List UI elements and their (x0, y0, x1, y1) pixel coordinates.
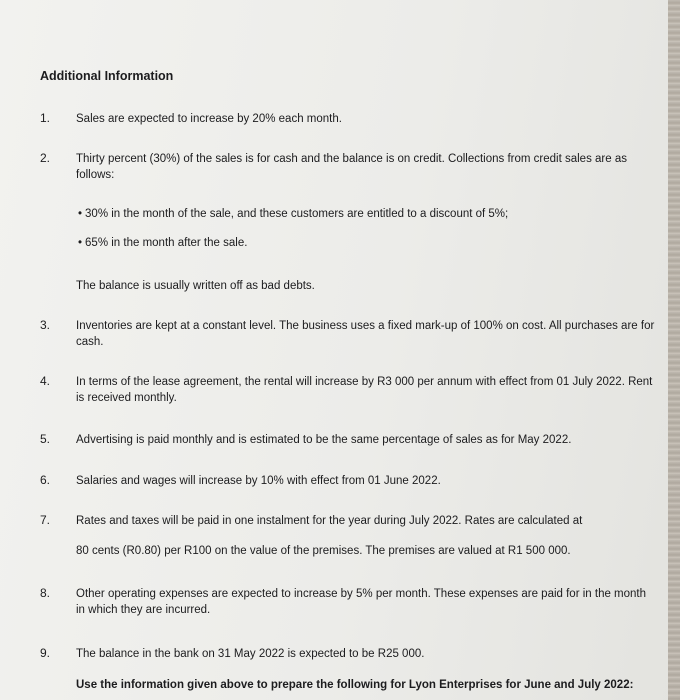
collection-bullet-1: • 30% in the month of the sale, and these customers are entitled to a discount of 5%; (78, 208, 508, 220)
item-text-7: Rates and taxes will be paid in one instalment for the year during July 2022. Rates are calculated at (76, 515, 583, 527)
item-number-7: 7. (40, 513, 51, 527)
instruction-text: Use the information given above to prepare the following for Lyon Enterprises for June and July 2022: (76, 679, 634, 691)
item-text-4: In terms of the lease agreement, the rental will increase by R3 000 per annum with effect from 01 July 2022. Rent is received monthly. (76, 376, 653, 404)
item-number-3: 3. (40, 318, 51, 332)
item-text-9: The balance in the bank on 31 May 2022 is expected to be R25 000. (76, 648, 425, 660)
item-text-3: Inventories are kept at a constant level. The business uses a fixed mark-up of 100% on cost. All purchases are for cash. (76, 320, 655, 348)
item-number-1: 1. (40, 111, 51, 125)
page-edge (668, 0, 680, 700)
page-heading: Additional Information (40, 69, 174, 83)
item-text-5: Advertising is paid monthly and is estimated to be the same percentage of sales as for May 2022. (76, 434, 572, 446)
item-number-2: 2. (40, 151, 51, 165)
item-text-2: Thirty percent (30%) of the sales is for cash and the balance is on credit. Collections from credit sales are as follows: (76, 153, 627, 181)
item-text-8: Other operating expenses are expected to increase by 5% per month. These expenses are paid for in the month in which they are incurred. (76, 588, 647, 616)
bad-debts-note: The balance is usually written off as bad debts. (76, 280, 315, 292)
item-number-8: 8. (40, 586, 51, 600)
item-number-5: 5. (40, 432, 51, 446)
collection-bullet-2: • 65% in the month after the sale. (78, 237, 247, 249)
item-text-1: Sales are expected to increase by 20% each month. (76, 113, 342, 125)
item-number-9: 9. (40, 646, 51, 660)
item-text-6: Salaries and wages will increase by 10% with effect from 01 June 2022. (76, 475, 441, 487)
item-number-4: 4. (40, 374, 51, 388)
item-text-7-continued: 80 cents (R0.80) per R100 on the value of the premises. The premises are valued at R1 500 000. (76, 545, 571, 557)
item-number-6: 6. (40, 473, 51, 487)
